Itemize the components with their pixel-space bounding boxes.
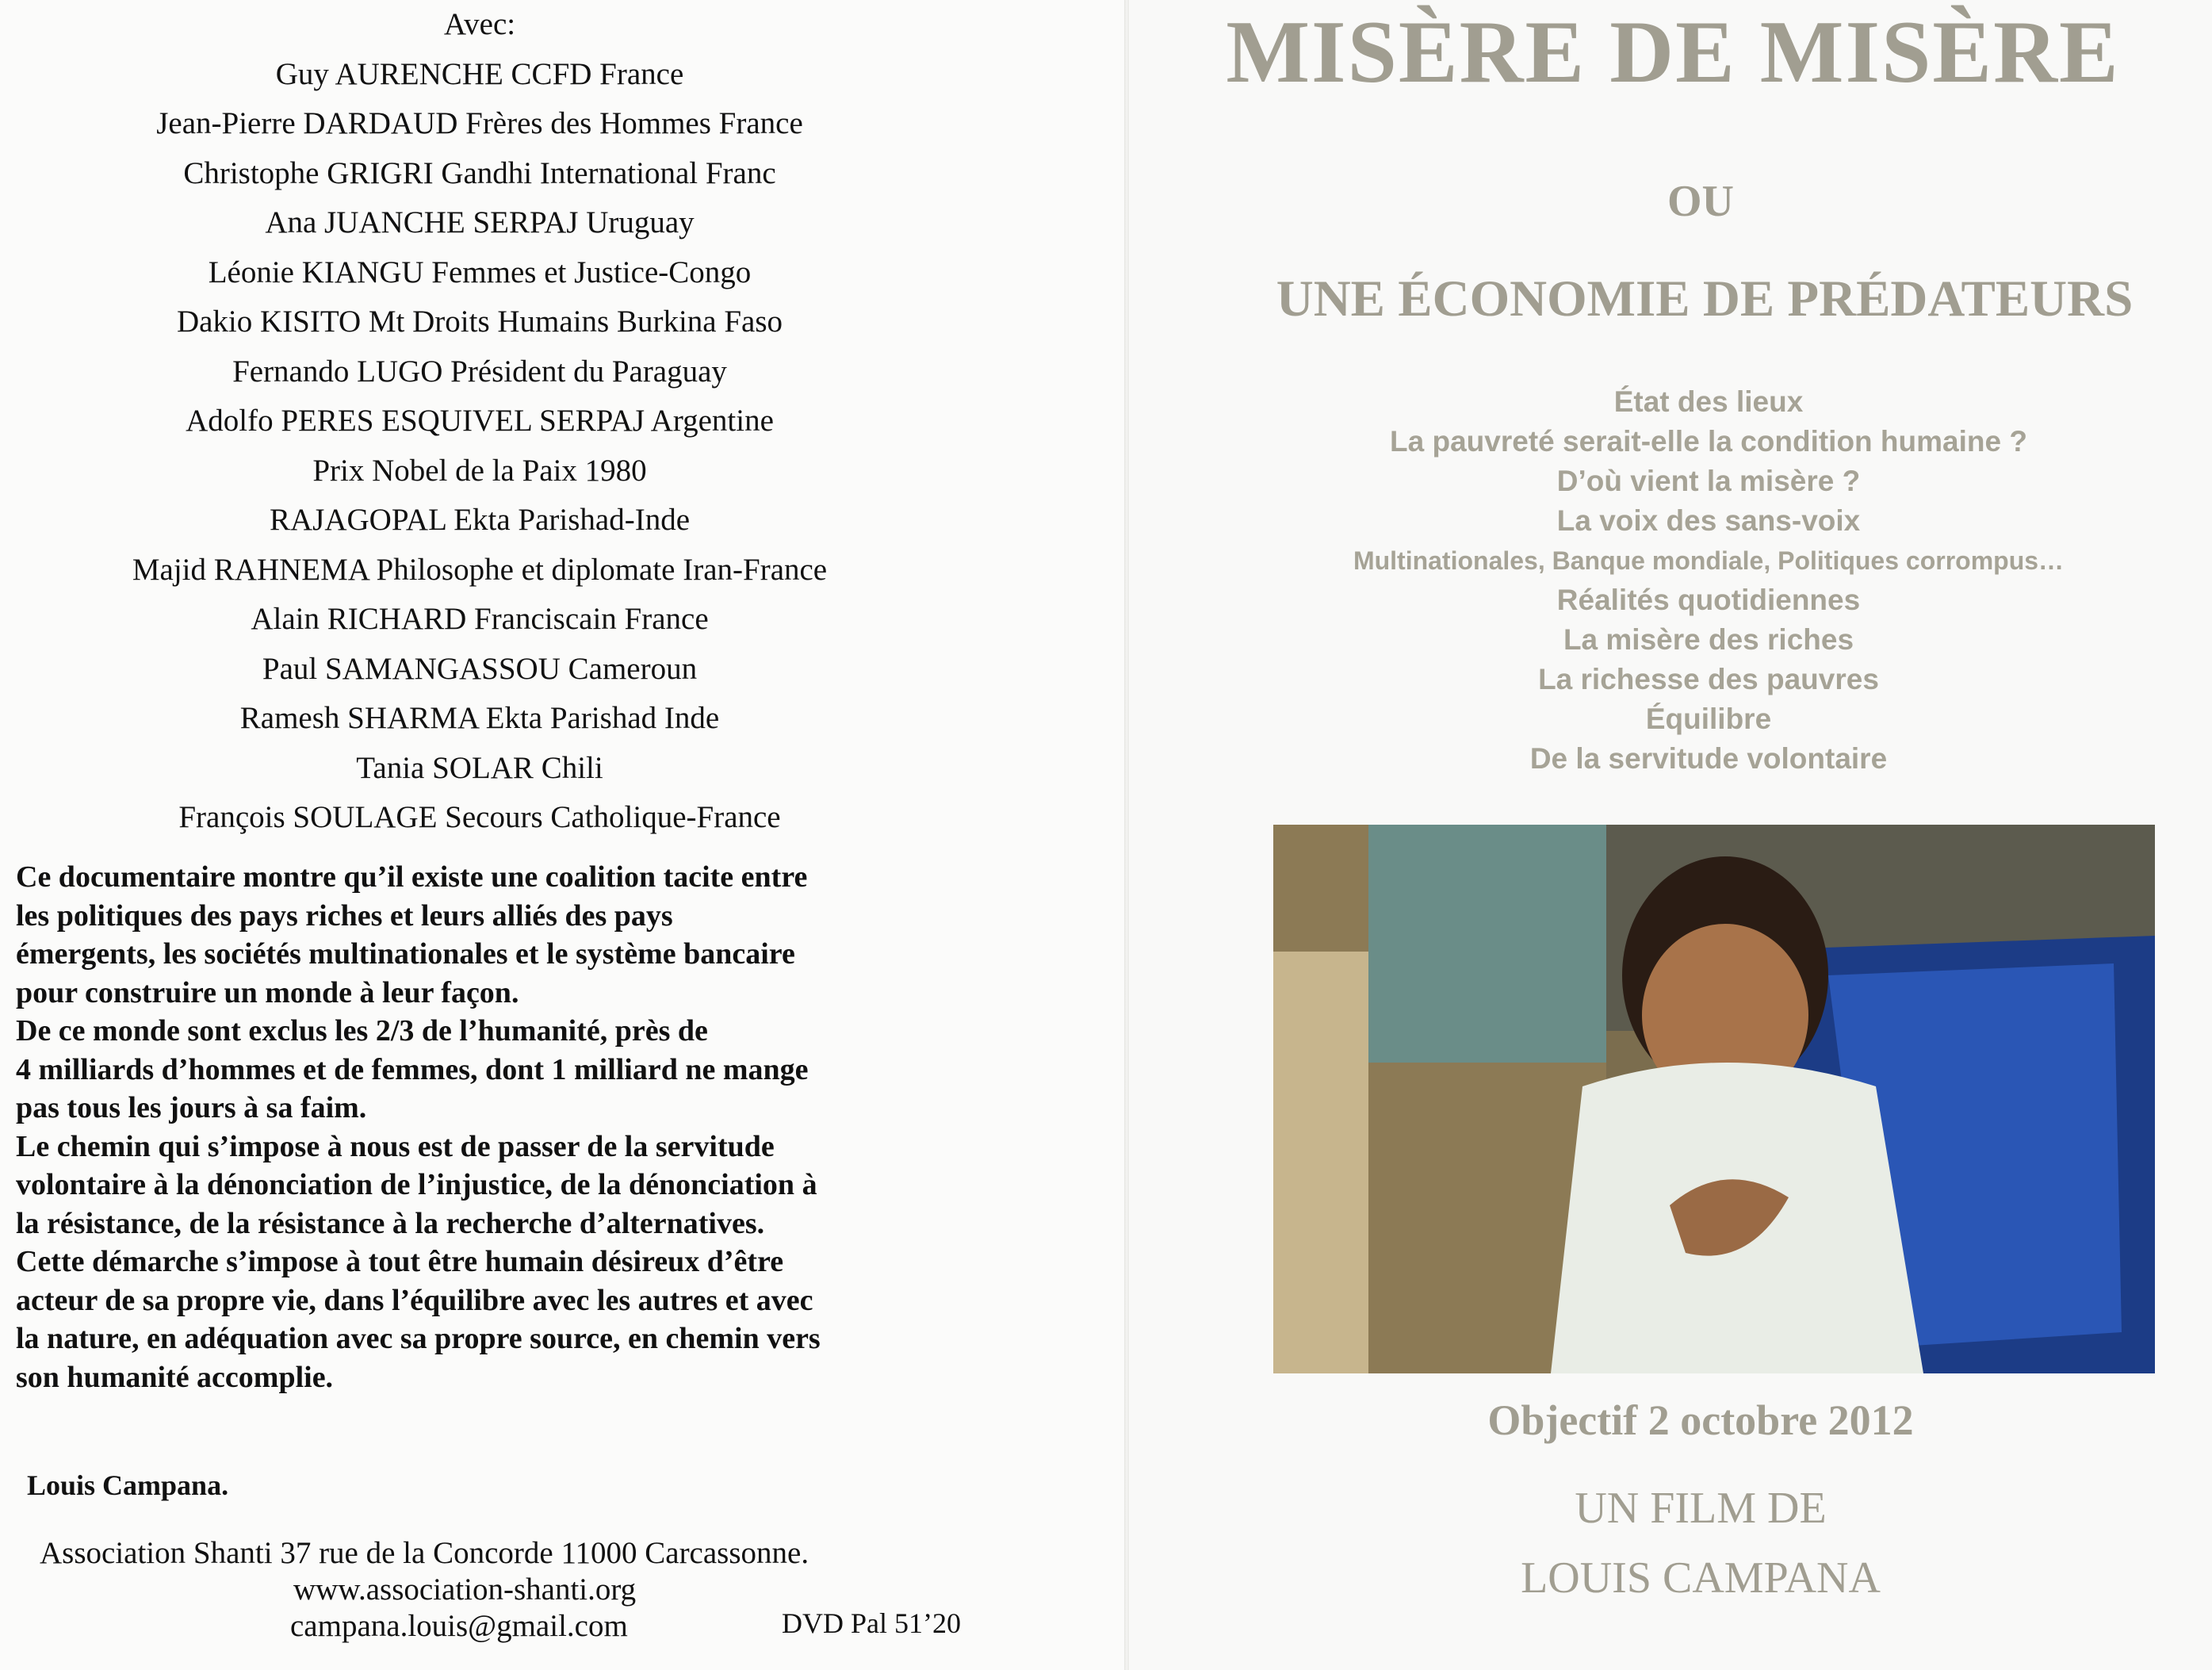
chapter-list <box>1253 382 2164 779</box>
film-subtitle: UNE ÉCONOMIE DE PRÉDATEURS <box>1276 270 2134 327</box>
summary-line: la résistance, de la résistance à la recherche d’alternatives. <box>16 1206 765 1240</box>
participant-item: Christophe GRIGRI Gandhi International Franc <box>183 155 776 190</box>
participant-item: RAJAGOPAL Ekta Parishad-Inde <box>269 503 691 537</box>
participant-item: Jean-Pierre DARDAUD Frères des Hommes France <box>156 106 803 140</box>
director-name: LOUIS CAMPANA <box>1521 1553 1881 1603</box>
participant-item: Alain RICHARD Franciscain France <box>251 602 709 636</box>
summary-line: acteur de sa propre vie, dans l’équilibre avec les autres et avec <box>16 1283 813 1317</box>
chapter-item: Équilibre <box>1645 703 1772 735</box>
summary-line: pour construire un monde à leur façon. <box>16 975 519 1009</box>
participant-item: Ana JUANCHE SERPAJ Uruguay <box>265 205 695 239</box>
page-fold <box>1124 0 1129 1670</box>
summary-line: 4 milliards d’hommes et de femmes, dont 1 milliard ne mange <box>16 1052 809 1086</box>
participant-item: Paul SAMANGASSOU Cameroun <box>262 651 698 686</box>
participant-item: Majid RAHNEMA Philosophe et diplomate Iran-France <box>132 552 828 587</box>
film-by-label: UN FILM DE <box>1575 1484 1827 1533</box>
title-conjunction: OU <box>1667 177 1734 226</box>
participants-list <box>32 0 928 843</box>
dvd-format: DVD Pal 51’20 <box>782 1607 961 1639</box>
child-photo-illustration <box>1273 825 2155 1373</box>
chapter-item: La misère des riches <box>1563 623 1854 656</box>
postal-address: Association Shanti 37 rue de la Concorde 11000 Carcassonne. <box>40 1536 809 1570</box>
participants <box>32 50 928 843</box>
summary-line: Le chemin qui s’impose à nous est de passer de la servitude <box>16 1129 775 1163</box>
summary-line: la nature, en adéquation avec sa propre source, en chemin vers <box>16 1322 821 1355</box>
summary-line: son humanité accomplie. <box>16 1360 334 1394</box>
summary-line: les politiques des pays riches et leurs alliés des pays <box>16 898 673 933</box>
director-credit <box>1189 1473 2212 1613</box>
participant-item: Ramesh SHARMA Ekta Parishad Inde <box>239 701 720 735</box>
chapter-item: La pauvreté serait-elle la condition humaine ? <box>1390 425 2027 458</box>
participant-item: Adolfo PERES ESQUIVEL SERPAJ Argentine <box>186 404 774 438</box>
participant-item: Dakio KISITO Mt Droits Humains Burkina Faso <box>176 305 783 339</box>
chapter-item: La richesse des pauvres <box>1538 663 1879 695</box>
with-label: Avec: <box>443 7 516 41</box>
participant-item: Prix Nobel de la Paix 1980 <box>312 453 647 488</box>
participant-item: Guy AURENCHE CCFD France <box>275 56 684 91</box>
website-link[interactable]: www.association-shanti.org <box>293 1572 637 1607</box>
summary-line: pas tous les jours à sa faim. <box>16 1091 367 1124</box>
chapter-item: Réalités quotidiennes <box>1556 584 1861 616</box>
film-title: MISÈRE DE MISÈRE <box>1226 3 2120 102</box>
summary-paragraph <box>16 858 999 1396</box>
participant-item: Fernando LUGO Président du Paraguay <box>232 354 727 389</box>
chapter-item: De la servitude volontaire <box>1529 742 1888 775</box>
cover-photo <box>1273 825 2155 1373</box>
signature: Louis Campana. <box>27 1469 229 1501</box>
summary-line: volontaire à la dénonciation de l’injustice, de la dénonciation à <box>16 1168 817 1201</box>
chapter-item: Multinationales, Banque mondiale, Politiques corrompus… <box>1353 546 2065 575</box>
summary-line: Ce documentaire montre qu’il existe une coalition tacite entre <box>16 860 808 894</box>
summary-line: De ce monde sont exclus les 2/3 de l’humanité, près de <box>16 1014 708 1048</box>
summary-line: émergents, les sociétés multinationales et le système bancaire <box>16 937 795 971</box>
participant-item: Tania SOLAR Chili <box>356 750 603 785</box>
email-link[interactable]: campana.louis@gmail.com <box>290 1609 628 1643</box>
chapter-item: État des lieux <box>1613 385 1804 418</box>
participant-item: Léonie KIANGU Femmes et Justice-Congo <box>208 255 752 289</box>
chapter-item: D’où vient la misère ? <box>1556 465 1861 497</box>
summary-line: Cette démarche s’impose à tout être humain désireux d’être <box>16 1245 784 1278</box>
chapter-item: La voix des sans-voix <box>1556 504 1861 537</box>
participant-item: François SOULAGE Secours Catholique-France <box>178 800 781 834</box>
release-date: Objectif 2 octobre 2012 <box>1487 1396 1914 1444</box>
